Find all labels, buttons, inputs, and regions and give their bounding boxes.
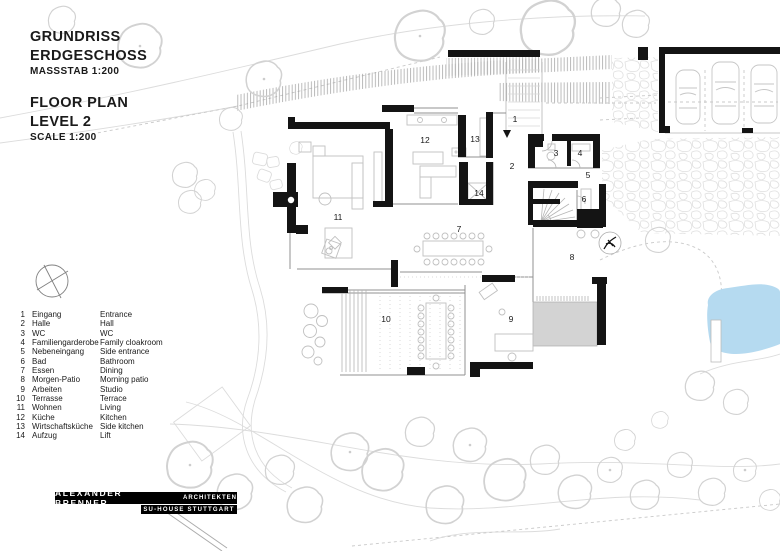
entrance-arrow-icon [503,130,511,138]
room-label-14: 14 [474,188,484,198]
legend-label-en: Terrace [100,394,127,404]
slope-hatching [236,55,612,111]
shaded-roof-below [533,302,597,346]
legend-label-en: Kitchen [100,412,127,422]
drainage-grate [537,296,588,301]
legend-number: 4 [20,338,25,348]
architect-title: ARCHITEKTEN [183,495,237,501]
legend-row [12,413,163,422]
garden-stones [252,152,283,191]
legend-label-de: Küche [32,412,55,422]
legend-label-en: Side entrance [100,347,150,357]
legend-row [12,366,163,375]
legend-label-en: Living [100,403,121,413]
title-de-line2: ERDGESCHOSS [30,47,148,64]
legend-label-en: Bathroom [100,356,135,366]
legend-number: 10 [16,394,25,404]
legend-label-en: Studio [100,384,123,394]
room-label-7: 7 [456,224,462,234]
room-label-13: 13 [470,134,480,144]
flagstone-driveway [602,57,780,236]
staircase [541,189,575,222]
room-label-12: 12 [420,135,430,145]
legend-number: 8 [20,375,25,385]
room-label-6: 6 [581,194,587,204]
studio-furniture [479,283,533,361]
legend-number: 12 [16,412,25,422]
legend-label-de: Halle [32,319,51,329]
room-label-5: 5 [585,170,591,180]
parked-cars [676,62,777,124]
legend-number: 2 [20,319,25,329]
room-label-3: 3 [553,148,559,158]
legend-label-en: Morning patio [100,375,149,385]
legend-label-de: Terrasse [32,394,63,404]
room-legend [12,310,163,441]
legend-number: 5 [20,347,25,357]
room-label-2: 2 [509,161,515,171]
title-en-line2: LEVEL 2 [30,113,92,130]
legend-label-en: Dining [100,366,123,376]
architect-name: ALEXANDER BRENNER [55,488,123,508]
legend-label-de: Familiengarderobe [32,338,99,348]
legend-label-de: Eingang [32,310,62,319]
north-compass-icon [36,265,68,298]
title-de-scale: MASSSTAB 1:200 [30,66,120,77]
legend-label-en: Family cloakroom [100,338,163,348]
legend-number: 6 [20,356,25,366]
terrace-steps [342,290,366,372]
legend-row [12,357,163,366]
legend-row [12,310,163,319]
room-label-4: 4 [577,148,583,158]
legend-label-de: Bad [32,356,47,366]
legend-label-en: WC [100,328,114,338]
legend-label-en: Hall [100,319,114,329]
legend-label-de: Morgen-Patio [32,375,81,385]
legend-row [12,403,163,412]
room-label-1: 1 [512,114,518,124]
dining-table-set [414,233,492,265]
site-path [166,509,227,551]
legend-number: 11 [16,403,25,413]
legend-row [12,394,163,403]
legend-row [12,347,163,356]
room-label-8: 8 [569,252,575,262]
room-label-10: 10 [381,314,391,324]
legend-number: 1 [20,310,25,319]
garage [638,47,780,133]
title-de-line1: GRUNDRISS [30,29,121,45]
planter-pots [302,239,341,365]
legend-row [12,375,163,384]
legend-row [12,338,163,347]
legend-number: 3 [20,328,25,338]
legend-label-en: Lift [100,431,111,441]
legend-label-de: Aufzug [32,431,57,441]
legend-label-de: Essen [32,366,55,376]
legend-number: 13 [16,422,25,432]
legend-label-de: Wohnen [32,403,62,413]
patio-plants [577,230,599,238]
fireplace-flue [288,197,294,203]
property-line [352,504,780,546]
legend-row [12,431,163,440]
room-label-9: 9 [508,314,514,324]
legend-label-en: Side kitchen [100,422,144,432]
tree-icon [599,232,621,254]
diving-board [711,320,721,362]
project-logo [141,505,237,514]
legend-number: 9 [20,384,25,394]
architect-logo [55,488,237,508]
room-label-11: 11 [333,212,343,222]
legend-label-en: Entrance [100,310,133,319]
legend-row [12,422,163,431]
legend-label-de: Arbeiten [32,384,62,394]
title-en-line1: FLOOR PLAN [30,95,129,111]
legend-row [12,385,163,394]
title-block [30,28,147,160]
living-furniture [299,142,382,258]
legend-number: 7 [20,366,25,376]
legend-label-de: WC [32,328,46,338]
project-name: SU-HOUSE STUTTGART [143,506,235,513]
terrace-table-set [418,295,454,369]
title-en-scale: SCALE 1:200 [30,132,97,143]
legend-number: 14 [16,431,25,441]
swimming-pool [707,284,780,362]
legend-row [12,329,163,338]
legend-label-de: Wirtschaftsküche [32,422,93,432]
legend-label-de: Nebeneingang [32,347,85,357]
legend-row [12,319,163,328]
